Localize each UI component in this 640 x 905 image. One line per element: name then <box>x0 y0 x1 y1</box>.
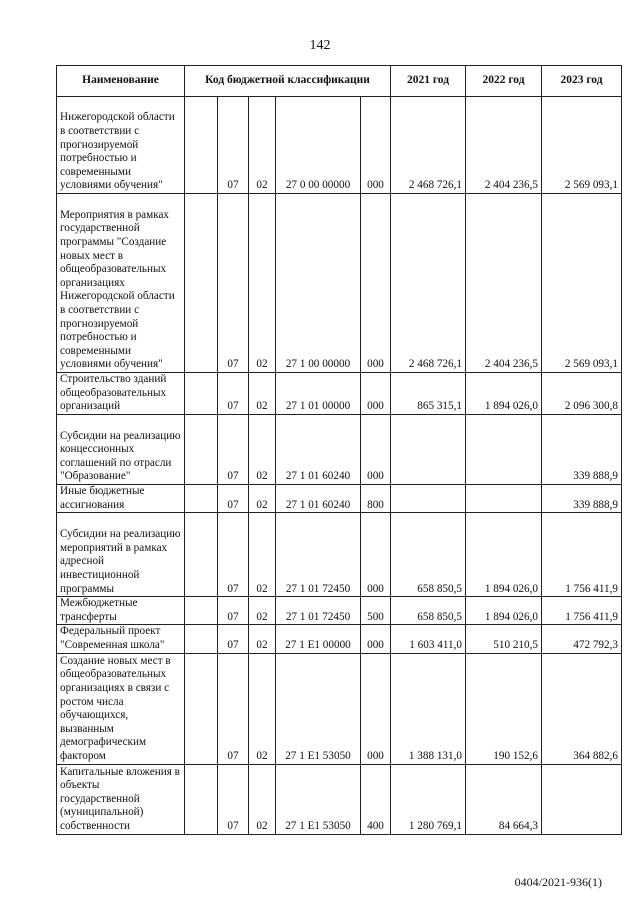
row-value-2023 <box>542 764 622 834</box>
row-code-section: 07 <box>218 97 249 194</box>
row-value-2023: 339 888,9 <box>542 485 622 513</box>
row-name: Создание новых мест в общеобразовательных организациях в связи с ростом числа обучающихся, вызванным демографическим фактором <box>57 653 185 764</box>
row-code-subsection: 02 <box>249 485 276 513</box>
row-blank <box>185 373 218 415</box>
row-value-2021: 658 850,5 <box>391 597 466 625</box>
row-code-target: 27 1 01 72450 <box>276 597 361 625</box>
row-blank <box>185 764 218 834</box>
row-code-target: 27 0 00 00000 <box>276 97 361 194</box>
row-blank <box>185 415 218 485</box>
row-value-2023: 364 882,6 <box>542 653 622 764</box>
row-name: Капитальные вложения в объекты государственной (муниципальной) собственности <box>57 764 185 834</box>
row-name: Субсидии на реализацию концессионных соглашений по отрасли "Образование" <box>57 415 185 485</box>
row-code-section: 07 <box>218 194 249 373</box>
row-code-expense: 000 <box>361 373 391 415</box>
row-value-2021: 2 468 726,1 <box>391 97 466 194</box>
row-value-2022: 1 894 026,0 <box>466 597 542 625</box>
row-code-expense: 500 <box>361 597 391 625</box>
row-value-2021: 2 468 726,1 <box>391 194 466 373</box>
table-row <box>57 653 622 764</box>
table-row <box>57 97 622 194</box>
row-value-2023: 1 756 411,9 <box>542 597 622 625</box>
row-code-target: 27 1 E1 53050 <box>276 764 361 834</box>
budget-table <box>56 65 622 835</box>
row-value-2021: 865 315,1 <box>391 373 466 415</box>
row-name: Строительство зданий общеобразовательных организаций <box>57 373 185 415</box>
row-code-subsection: 02 <box>249 653 276 764</box>
row-name: Мероприятия в рамках государственной программы "Создание новых мест в общеобразовательных организациях Нижегородской области в соответствии с прогнозируемой потребностью и современными условиями обучения" <box>57 194 185 373</box>
row-blank <box>185 625 218 653</box>
row-code-expense: 400 <box>361 764 391 834</box>
row-code-subsection: 02 <box>249 625 276 653</box>
row-code-subsection: 02 <box>249 415 276 485</box>
table-row <box>57 513 622 597</box>
row-code-expense: 000 <box>361 97 391 194</box>
row-value-2022: 84 664,3 <box>466 764 542 834</box>
row-code-section: 07 <box>218 764 249 834</box>
row-value-2021: 1 388 131,0 <box>391 653 466 764</box>
table-row <box>57 415 622 485</box>
row-value-2022: 2 404 236,5 <box>466 194 542 373</box>
row-code-target: 27 1 E1 53050 <box>276 653 361 764</box>
row-code-subsection: 02 <box>249 764 276 834</box>
row-code-section: 07 <box>218 653 249 764</box>
row-code-expense: 000 <box>361 513 391 597</box>
header-code: Код бюджетной классификации <box>185 66 391 97</box>
row-value-2021: 658 850,5 <box>391 513 466 597</box>
row-code-section: 07 <box>218 485 249 513</box>
header-2021: 2021 год <box>391 66 466 97</box>
row-blank <box>185 194 218 373</box>
row-value-2022: 190 152,6 <box>466 653 542 764</box>
row-code-expense: 000 <box>361 415 391 485</box>
row-code-section: 07 <box>218 513 249 597</box>
row-blank <box>185 653 218 764</box>
row-value-2022: 1 894 026,0 <box>466 373 542 415</box>
table-header-row <box>57 66 622 97</box>
row-blank <box>185 597 218 625</box>
row-code-target: 27 1 01 72450 <box>276 513 361 597</box>
row-value-2023: 339 888,9 <box>542 415 622 485</box>
header-2023: 2023 год <box>542 66 622 97</box>
row-code-subsection: 02 <box>249 97 276 194</box>
row-value-2023: 2 096 300,8 <box>542 373 622 415</box>
row-code-subsection: 02 <box>249 194 276 373</box>
row-code-subsection: 02 <box>249 513 276 597</box>
row-value-2022: 510 210,5 <box>466 625 542 653</box>
row-code-target: 27 1 00 00000 <box>276 194 361 373</box>
row-code-target: 27 1 01 60240 <box>276 485 361 513</box>
row-value-2023: 2 569 093,1 <box>542 97 622 194</box>
row-code-subsection: 02 <box>249 597 276 625</box>
row-value-2022 <box>466 415 542 485</box>
row-value-2021 <box>391 415 466 485</box>
row-code-subsection: 02 <box>249 373 276 415</box>
row-name: Федеральный проект "Современная школа" <box>57 625 185 653</box>
page-number: 142 <box>309 38 331 53</box>
row-code-target: 27 1 E1 00000 <box>276 625 361 653</box>
table-row <box>57 373 622 415</box>
row-code-expense: 000 <box>361 653 391 764</box>
table-row <box>57 597 622 625</box>
table-row <box>57 485 622 513</box>
row-blank <box>185 485 218 513</box>
row-value-2022: 1 894 026,0 <box>466 513 542 597</box>
row-name: Межбюджетные трансферты <box>57 597 185 625</box>
row-value-2021 <box>391 485 466 513</box>
row-blank <box>185 97 218 194</box>
row-value-2021: 1 603 411,0 <box>391 625 466 653</box>
header-name: Наименование <box>57 66 185 97</box>
row-code-expense: 800 <box>361 485 391 513</box>
row-code-target: 27 1 01 00000 <box>276 373 361 415</box>
row-value-2021: 1 280 769,1 <box>391 764 466 834</box>
row-code-target: 27 1 01 60240 <box>276 415 361 485</box>
row-code-section: 07 <box>218 415 249 485</box>
row-code-section: 07 <box>218 625 249 653</box>
row-code-section: 07 <box>218 373 249 415</box>
row-value-2023: 472 792,3 <box>542 625 622 653</box>
document-code: 0404/2021-936(1) <box>514 875 602 889</box>
row-value-2022 <box>466 485 542 513</box>
header-2022: 2022 год <box>466 66 542 97</box>
row-blank <box>185 513 218 597</box>
row-name: Субсидии на реализацию мероприятий в рамках адресной инвестиционной программы <box>57 513 185 597</box>
row-code-expense: 000 <box>361 194 391 373</box>
row-code-expense: 000 <box>361 625 391 653</box>
row-value-2023: 2 569 093,1 <box>542 194 622 373</box>
row-name: Нижегородской области в соответствии с прогнозируемой потребностью и современными условиями обучения" <box>57 97 185 194</box>
row-name: Иные бюджетные ассигнования <box>57 485 185 513</box>
table-row <box>57 764 622 834</box>
table-row <box>57 194 622 373</box>
row-code-section: 07 <box>218 597 249 625</box>
row-value-2023: 1 756 411,9 <box>542 513 622 597</box>
table-row <box>57 625 622 653</box>
row-value-2022: 2 404 236,5 <box>466 97 542 194</box>
